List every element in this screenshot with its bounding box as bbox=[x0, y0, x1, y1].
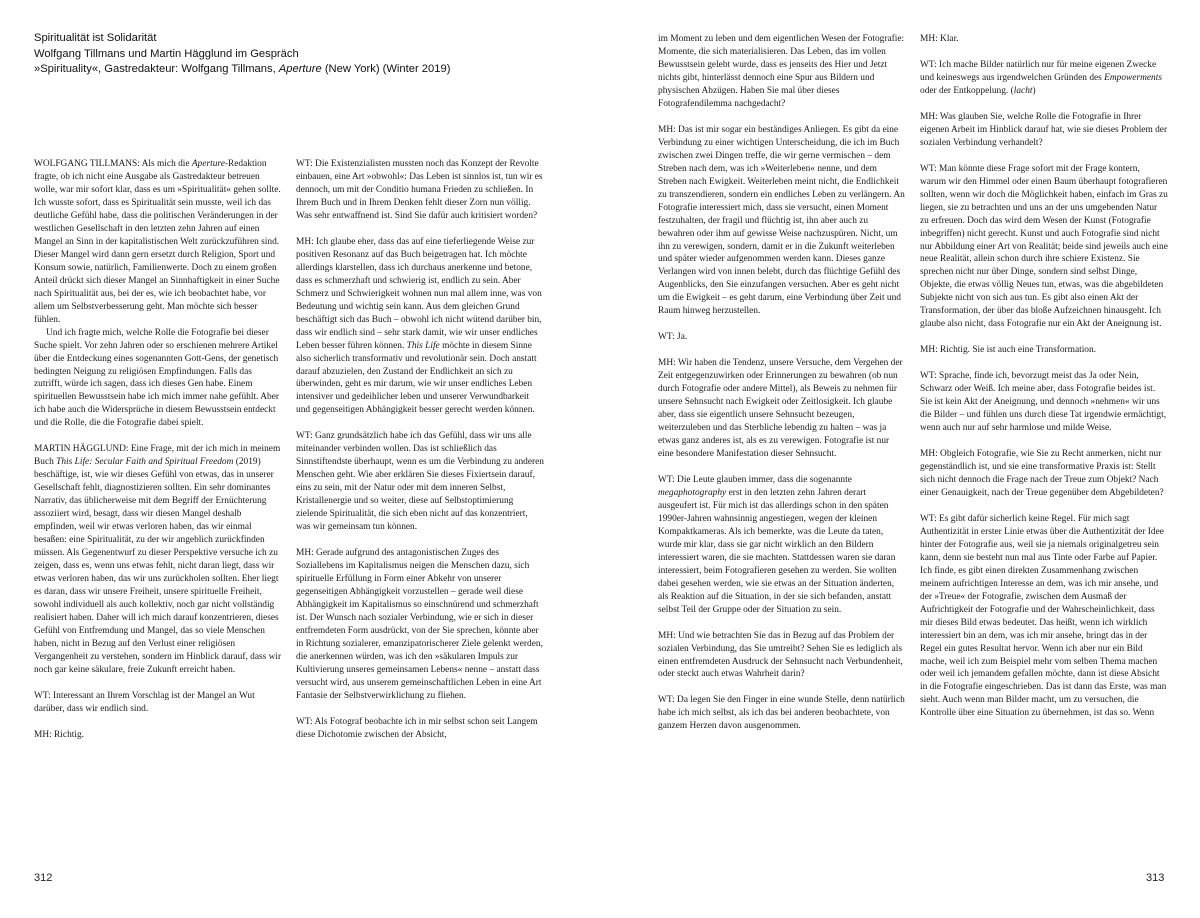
paragraph: WT: Interessant an Ihrem Vorschlag ist der Mangel an Wut darüber, dass wir endlich sind. bbox=[34, 690, 255, 714]
paragraph: WT: Die Leute glauben immer, dass die sogenannte megaphotography erst in den letzten zehn Jahren derart ausgeufert ist. Für mich ist das allerdings schon in den späten 1990er-Jahren wahnsinnig angestiegen, wegen der kleinen Kompaktkameras. Als ich bemerkte, was die Leute da taten, wurde mir klar, dass sie gar nicht wirklich an den Bildern interessiert waren, die sie machten. Stattdessen waren sie daran interessiert, beim Fotografieren gesehen zu werden. Sie wollten dabei gesehen werden, wie sie etwas an der Situation änderten, als Reaktion auf die Situation, in der sie sich befanden, anstatt selbst Teil der Gruppe oder der Situation zu sein. bbox=[658, 474, 897, 615]
paragraph: WOLFGANG TILLMANS: Als mich die Aperture-Redaktion fragte, ob ich nicht eine Ausgabe als Gastredakteur betreuen wolle, war mir sofort klar, dass es um »Spiritualität« gehen sollte. Ich wusste sofort, dass es Spiritualität sein musste, weil ich das deutliche Gefühl habe, dass die politischen Veränderungen in der westlichen Gesellschaft in den letzten zehn Jahren auf einen Mangel an Sinn in der kapitalistischen Welt zurückzuführen sind. Dieser Mangel wird dann gern ersetzt durch Religion, Sport und Konsum sowie, natürlich, Familienwerte. Doch zu einem großen Anteil drückt sich dieser Mangel an Sinnhaftigkeit in einer Suche nach Spiritualität aus, bei der es, wie ich beobachtet habe, vor allem um Selbstverbesserung geht. Man möchte sich besser fühlen. bbox=[34, 159, 281, 325]
paragraph: WT: Als Fotograf beobachte ich in mir selbst schon seit Langem diese Dichotomie zwischen der Absicht, bbox=[296, 716, 538, 740]
left-page-column-1 bbox=[34, 158, 282, 755]
article-header bbox=[34, 31, 594, 78]
article-subtitle: Wolfgang Tillmans und Martin Hägglund im Gespräch bbox=[34, 47, 299, 60]
paragraph: MH: Gerade aufgrund des antagonistischen Zuges des Soziallebens im Kapitalismus neigen die Menschen dazu, sich spirituelle Erfüllung in Form einer Abkehr von unserer gegenseitigen Abhängigkeit vorzustellen – gerade weil diese Abhängigkeit im Kapitalismus so einschnürend und schmerzhaft ist. Der Wunsch nach sozialer Verbindung, wie er sich in dieser entfremdeten Form ausdrückt, von der Sie sprechen, könnte aber in Richtung sozialerer, emanzipatorischerer Ziele gelenkt werden, die anerkennen würden, was ich den »säkularen Impuls zur Kultivierung unseres gemeinsamen Lebens« nenne – anstatt dass versucht wird, aus unserem gemeinschaftlichen Leben in eine Art Fantasie der Selbstverwirklichung zu fliehen. bbox=[296, 548, 543, 701]
paragraph: MH: Richtig. bbox=[34, 729, 85, 740]
paragraph: im Moment zu leben und dem eigentlichen Wesen der Fotografie: Momente, die sich materialisieren. Das Leben, das im vollen Bewusstsein gelebt wurde, dass es jenseits des Hier und Jetzt nichts gibt, hinterlässt dennoch eine Spur aus Bildern und physischen Abzügen. Haben Sie mal über dieses Fotografendilemma nachgedacht? bbox=[658, 34, 905, 109]
paragraph: MH: Das ist mir sogar ein beständiges Anliegen. Es gibt da eine Verbindung zu einer wichtigen Unterscheidung, die ich im Buch zwischen zwei Dingen treffe, die wir gerne vermischen – dem Streben nach dem, was ich »Weiterleben« nenne, und dem Streben nach Ewigkeit. Weiterleben meint nicht, die Endlichkeit zu transzendieren, sondern ein endliches Leben zu verlängern. An Fotografie interessiert mich, dass sie versucht, einen Moment festzuhalten, der fragil und flüchtig ist, ihn aber auch zu bewahren oder ihm auf gewisse Weise nachzuspüren. Nicht, um ihn zu verewigen, sondern, damit er in die Zukunft weiterleben und später wieder aufgenommen werden kann. Dieses ganze Verlangen wird von innen belebt, durch das flüchtige Gefühl des Augenblicks, den Sie einzufangen versuchen. Aber es geht nicht um die Ewigkeit – es geht darum, eine Verbindung über Zeit und Raum hinweg herzustellen. bbox=[658, 124, 905, 317]
article-title: Spiritualität ist Solidarität bbox=[34, 32, 157, 44]
paragraph: WT: Es gibt dafür sicherlich keine Regel. Für mich sagt Authentizität in erster Linie etwas über die Authentizität der Idee hinter der Fotografie aus, weil sie ja niemals originalgetreu sein kann, denn sie besteht nun mal aus Tinte oder Farbe auf Papier. Ich finde, es gibt einen direkten Zusammenhang zwischen meinem aufrichtigen Interesse an dem, was ich mir ansehe, und der »Treue« der Fotografie, zwischen dem Ausmaß der Aufrichtigkeit der Fotografie und der Wahrscheinlichkeit, dass mir dieses Bild etwas bedeutet. Das heißt, wenn ich wirklich interessiert bin an dem, was ich mir ansehe, bringt das in der Regel ein gutes Resultat hervor. Wenn ich aber nur ein Bild mache, weil ich zum Beispiel mehr vom selben Thema machen oder weil ich jemandem gefallen möchte, dann ist diese Absicht in die Fotografie eingeschrieben. Das ist dann das Erste, was man sieht. Auch wenn man Bilder macht, um zu versuchen, die Kontrolle über eine Situation zu übernehmen, ist das so. Wenn bbox=[920, 513, 1167, 719]
paragraph: MARTIN HÄGGLUND: Eine Frage, mit der ich mich in meinem Buch This Life: Secular Faith and Spiritual Freedom (2019) beschäftige, ist, wie wir dieses Gefühl von etwas, das in unserer Gesellschaft fehlt, diagnostizieren sollten. Ein sehr dominantes Narrativ, das üblicherweise mit dem Begriff der Ernüchterung assoziiert wird, besagt, dass wir diesen Mangel deshalb empfinden, weil wir etwas verloren haben, das wir einmal besaßen: eine Spiritualität, zu der wir angeblich zurückfinden müssen. Als Gegenentwurf zu dieser Perspektive versuche ich zu zeigen, dass es, wenn uns etwas fehlt, nicht daran liegt, dass wir etwas verloren haben, das wir uns zurückholen sollten. Eher liegt es daran, dass wir unsere Freiheit, unsere spirituelle Freiheit, sowohl individuell als auch kollektiv, noch gar nicht vollständig realisiert haben. Daher will ich mich darauf konzentrieren, dieses Gefühl von Entfremdung und Mangel, das so viele Menschen haben, nicht in Bezug auf den Verlust einer religiösen Vergangenheit zu verstehen, sondern im Hinblick darauf, dass wir noch gar keine säkulare, freie Zukunft erreicht haben. bbox=[34, 444, 282, 675]
paragraph: WT: Ja. bbox=[658, 332, 688, 343]
paragraph: WT: Ich mache Bilder natürlich nur für meine eigenen Zwecke und keineswegs aus irgendwelchen Gründen des Empowerments oder der Entkoppelung. (lacht) bbox=[920, 59, 1162, 96]
paragraph: WT: Die Existenzialisten mussten noch das Konzept der Revolte einbauen, eine Art »obwohl«: Das Leben ist sinnlos ist, tun wir es dennoch, um mit der Conditio humana Frieden zu schließen. In Ihrem Buch und in Ihrem Denken fehlt dieser Zorn nun völlig. Was sehr entwaffnend ist. Sind Sie dafür auch kritisiert worden? bbox=[296, 159, 543, 221]
article-source bbox=[34, 62, 594, 78]
source-publication: Aperture bbox=[278, 63, 322, 75]
paragraph: MH: Richtig. Sie ist auch eine Transformation. bbox=[920, 345, 1097, 356]
paragraph: MH: Was glauben Sie, welche Rolle die Fotografie in Ihrer eigenen Arbeit im Hinblick darauf hat, wie sie dieses Problem der sozialen Verbindung verhandelt? bbox=[920, 111, 1168, 148]
paragraph: MH: Klar. bbox=[920, 34, 959, 44]
right-page-column-2 bbox=[920, 33, 1168, 720]
paragraph: MH: Ich glaube eher, dass das auf eine tieferliegende Weise zur positiven Resonanz auf das Buch beigetragen hat. Ich möchte allerdings klarstellen, dass ich durchaus anerkenne und betone, dass es schmerzhaft und schwierig ist, endlich zu sein. Aber Schmerz und Schwierigkeit wohnen nun mal allem inne, was von Bedeutung und wichtig sein kann. Aus dem gleichen Grund beschäftigt sich das Buch – obwohl ich nicht wütend darüber bin, dass wir endlich sind – sehr stark damit, wie wir unser endliches Leben besser führen können. This Life möchte in diesem Sinne also sicherlich transformativ und revolutionär sein. Doch anstatt darauf abzuzielen, den Zustand der Endlichkeit an sich zu überwinden, geht es mir darum, wie wir unser endliches Leben intensiver und gedeihlicher leben und unserer Verwundbarkeit und gegenseitigen Abhängigkeit besser gerecht werden können. bbox=[296, 236, 542, 416]
paragraph: WT: Da legen Sie den Finger in eine wunde Stelle, denn natürlich habe ich mich selbst, als ich das bei anderen beobachtete, von ganzem Herzen davon ausgenommen. bbox=[658, 695, 905, 732]
paragraph: WT: Man könnte diese Frage sofort mit der Frage kontern, warum wir den Himmel oder einen Baum überhaupt fotografieren sollten, wenn wir doch die Möglichkeit haben, einfach im Gras zu liegen, sie zu betrachten und uns an der uns umgebenden Natur zu erfreuen. Doch das wird dem Wesen der Kunst (Fotografie inbegriffen) nicht gerecht. Kunst und auch Fotografie sind nicht nur Abbildung einer Art von Realität; beide sind jeweils auch eine neue Realität, allein schon durch ihre schiere Existenz. Sie sprechen nicht nur über Dinge, sondern sind selbst Dinge, Objekte, die etwas völlig Neues tun, etwas, was die abgebildeten Subjekte nicht von sich aus tun. Es gibt also einen Akt der Transformation, der über das bloße Aufzeichnen hinausgeht. Ich glaube also nicht, dass Fotografie nur ein Akt der Aneignung ist. bbox=[920, 163, 1168, 330]
left-page-column-2 bbox=[296, 158, 544, 742]
paragraph: MH: Und wie betrachten Sie das in Bezug auf das Problem der sozialen Verbindung, das Sie umtreibt? Sehen Sie es lediglich als einen entfremdeten Ausdruck der Sehnsucht nach Verbundenheit, oder steckt auch etwas Wahrheit darin? bbox=[658, 630, 903, 680]
page-number-right: 313 bbox=[1146, 872, 1165, 884]
paragraph: WT: Sprache, finde ich, bevorzugt meist das Ja oder Nein, Schwarz oder Weiß. Ich meine aber, dass Fotografie beides ist. Sie ist kein Akt der Aneignung, und dennoch »nehmen« wir uns die Bilder – und fühlen uns durch diese Tat irgendwie ermächtigt, wenn auch nur auf sehr harmlose und milde Weise. bbox=[920, 371, 1167, 434]
paragraph: MH: Wir haben die Tendenz, unsere Versuche, dem Vergehen der Zeit entgegenzuwirken oder Erinnerungen zu bewahren (ob nun durch Fotografie oder andere Mittel), als Beweis zu nehmen für unsere Sehnsucht nach Ewigkeit oder Zeitlosigkeit. Ich glaube aber, dass sie eigentlich unsere Sehnsucht bezeugen, weiterzuleben und das Sterbliche lebendig zu halten – was ja etwas ganz anderes ist, als es zu verewigen. Fotografie ist nur eine besondere Manifestation dieser Sehnsucht. bbox=[658, 358, 903, 459]
right-page-column-1 bbox=[658, 33, 906, 733]
paragraph: WT: Ganz grundsätzlich habe ich das Gefühl, dass wir uns alle miteinander verbinden wollen. Das ist schließlich das Sinnstiftendste überhaupt, wenn es um die Verbindung zu anderen Menschen geht. Wie aber erklären Sie dieses Fixiertsein darauf, eins zu sein, mit der Natur oder mit dem inneren Selbst, Kristallenergie und so weiter, diese auf Selbstoptimierung zielende Spiritualität, die sich eben nicht auf das konzentriert, was wir gemeinsam tun können. bbox=[296, 431, 544, 533]
source-suffix: (New York) (Winter 2019) bbox=[321, 63, 451, 75]
paragraph: Und ich fragte mich, welche Rolle die Fotografie bei dieser Suche spielt. Vor zehn Jahren oder so erschienen mehrere Artikel über die Entdeckung eines sogenannten Gott-Gens, der genetisch bedingten Neigung zu religiösen Empfindungen. Falls das zutrifft, würde ich sagen, dass ich dieses Gen habe. Einem spirituellen Bewusstsein habe ich mich immer nahe gefühlt. Aber ich habe auch die Widersprüche in diesem Bewusstsein entdeckt und die Rolle, die die Fotografie dabei spielt. bbox=[34, 327, 279, 429]
paragraph: MH: Obgleich Fotografie, wie Sie zu Recht anmerken, nicht nur gegenständlich ist, und sie eine transformative Praxis ist: Stellt sich nicht dennoch die Frage nach der Treue zum Objekt? Nach einer Genauigkeit, nach der Treue gegenüber dem Abgebildeten? bbox=[920, 449, 1164, 498]
source-prefix: »Spirituality«, Gastredakteur: Wolfgang Tillmans, bbox=[34, 63, 279, 75]
page-number-left: 312 bbox=[34, 872, 53, 884]
